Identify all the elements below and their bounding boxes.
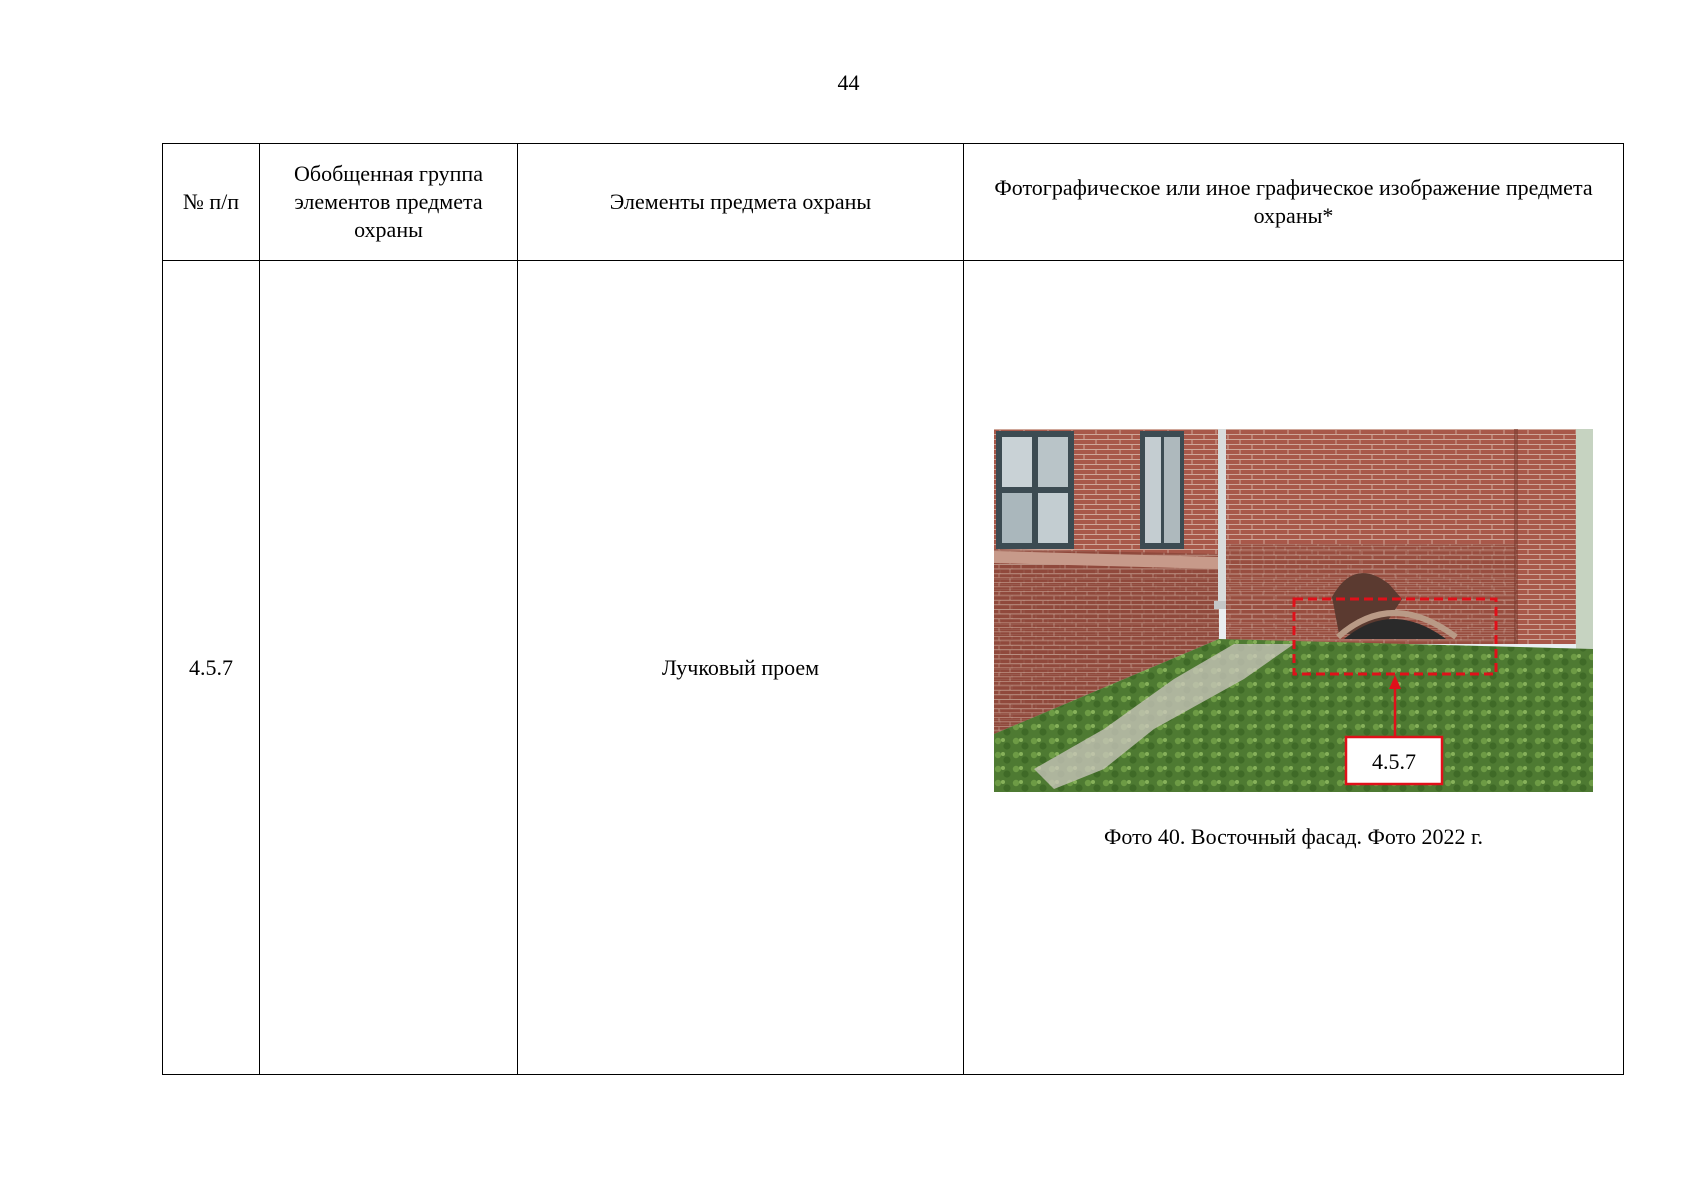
header-group: Обобщенная группа элементов предмета охраны [260, 144, 518, 261]
row-element: Лучковый проем [518, 261, 964, 1075]
page-number: 44 [837, 70, 860, 95]
row-num: 4.5.7 [163, 261, 260, 1075]
row-group [260, 261, 518, 1075]
table-row [163, 261, 1624, 1075]
header-elements: Элементы предмета охраны [518, 144, 964, 261]
facade-photo [994, 429, 1593, 792]
header-num: № п/п [163, 144, 260, 261]
photo-caption: Фото 40. Восточный фасад. Фото 2022 г. [1103, 824, 1484, 849]
protection-table [162, 143, 1624, 1075]
callout-label: 4.5.7 [1372, 749, 1416, 774]
row-photo-cell [964, 261, 1624, 1075]
header-image: Фотографическое или иное графическое изображение предмета охраны* [964, 144, 1624, 261]
table-header-row [163, 144, 1624, 261]
